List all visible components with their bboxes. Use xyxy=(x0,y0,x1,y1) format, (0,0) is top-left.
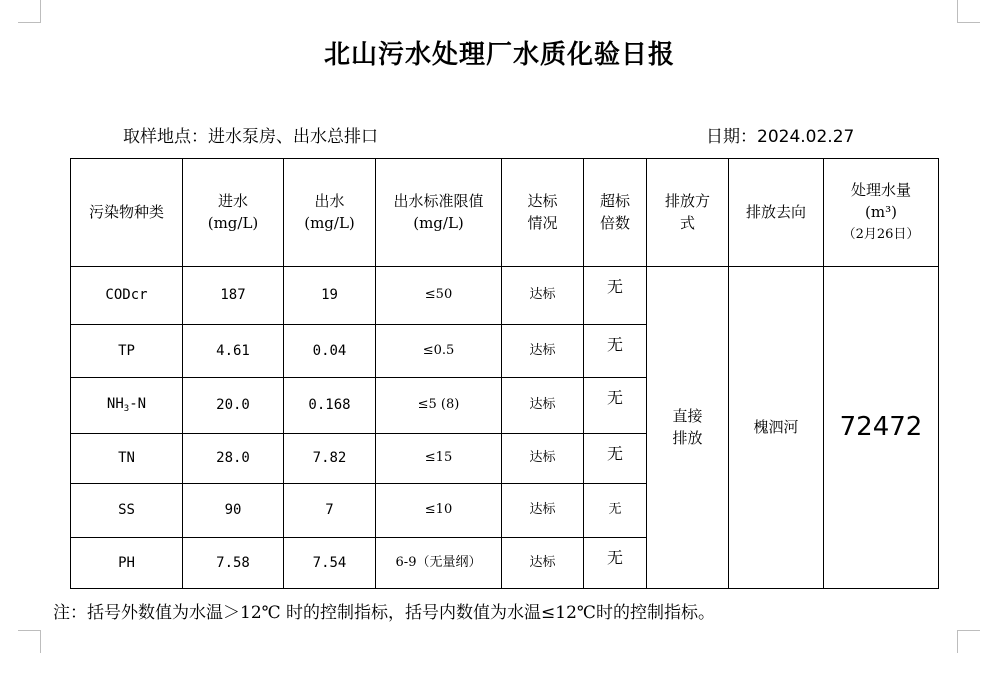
water-quality-table xyxy=(70,158,939,589)
pollutant-name: TN xyxy=(71,434,183,484)
inflow-value: 187 xyxy=(183,267,284,325)
pollutant-name: TP xyxy=(71,325,183,378)
compliance-status: 达标 xyxy=(502,538,584,589)
header-row xyxy=(71,159,939,267)
header-discharge-method: 排放方 式 xyxy=(647,159,729,267)
pollutant-name: SS xyxy=(71,484,183,538)
header-pollutant: 污染物种类 xyxy=(71,159,183,267)
page-corner-mark xyxy=(957,0,980,23)
compliance-status: 达标 xyxy=(502,378,584,434)
inflow-value: 20.0 xyxy=(183,378,284,434)
exceed-multiple: 无 xyxy=(584,538,647,589)
exceed-multiple: 无 xyxy=(584,325,647,378)
exceed-multiple: 无 xyxy=(584,484,647,538)
header-exceed: 超标 倍数 xyxy=(584,159,647,267)
inflow-value: 28.0 xyxy=(183,434,284,484)
limit-value: ≤5 (8) xyxy=(376,378,502,434)
header-compliance: 达标 情况 xyxy=(502,159,584,267)
outflow-value: 0.168 xyxy=(284,378,376,434)
limit-value: ≤10 xyxy=(376,484,502,538)
report-title: 北山污水处理厂水质化验日报 xyxy=(323,40,675,70)
limit-value: ≤0.5 xyxy=(376,325,502,378)
exceed-multiple: 无 xyxy=(584,434,647,484)
compliance-status: 达标 xyxy=(502,325,584,378)
treated-volume: 72472 xyxy=(824,267,939,589)
header-discharge-dest: 排放去向 xyxy=(729,159,824,267)
header-outflow: 出水 (mg/L) xyxy=(284,159,376,267)
inflow-value: 4.61 xyxy=(183,325,284,378)
outflow-value: 7 xyxy=(284,484,376,538)
header-inflow: 进水 (mg/L) xyxy=(183,159,284,267)
discharge-destination: 槐泗河 xyxy=(729,267,824,589)
pollutant-name: $NH_3-N$ xyxy=(71,378,183,434)
discharge-method: 直接 排放 xyxy=(647,267,729,589)
compliance-status: 达标 xyxy=(502,434,584,484)
page-corner-mark xyxy=(18,0,41,23)
limit-value: 6-9（无量纲） xyxy=(376,538,502,589)
outflow-value: 7.82 xyxy=(284,434,376,484)
limit-value: ≤15 xyxy=(376,434,502,484)
outflow-value: 19 xyxy=(284,267,376,325)
exceed-multiple: 无 xyxy=(584,267,647,325)
outflow-value: 7.54 xyxy=(284,538,376,589)
limit-value: ≤50 xyxy=(376,267,502,325)
page-corner-mark xyxy=(18,630,41,653)
compliance-status: 达标 xyxy=(502,484,584,538)
pollutant-name: PH xyxy=(71,538,183,589)
report-date: 日期：2024.02.27 xyxy=(706,127,855,147)
page-corner-mark xyxy=(957,630,980,653)
exceed-multiple: 无 xyxy=(584,378,647,434)
compliance-status: 达标 xyxy=(502,267,584,325)
outflow-value: 0.04 xyxy=(284,325,376,378)
inflow-value: 90 xyxy=(183,484,284,538)
pollutant-name: CODcr xyxy=(71,267,183,325)
inflow-value: 7.58 xyxy=(183,538,284,589)
header-volume: 处理水量 (m³) （2月26日） xyxy=(824,159,939,267)
sample-location: 取样地点：进水泵房、出水总排口 xyxy=(123,127,378,147)
table-row xyxy=(71,267,939,325)
header-limit: 出水标准限值 (mg/L) xyxy=(376,159,502,267)
footnote: 注：括号外数值为水温＞12℃ 时的控制指标，括号内数值为水温≤12℃时的控制指标。 xyxy=(53,603,715,623)
